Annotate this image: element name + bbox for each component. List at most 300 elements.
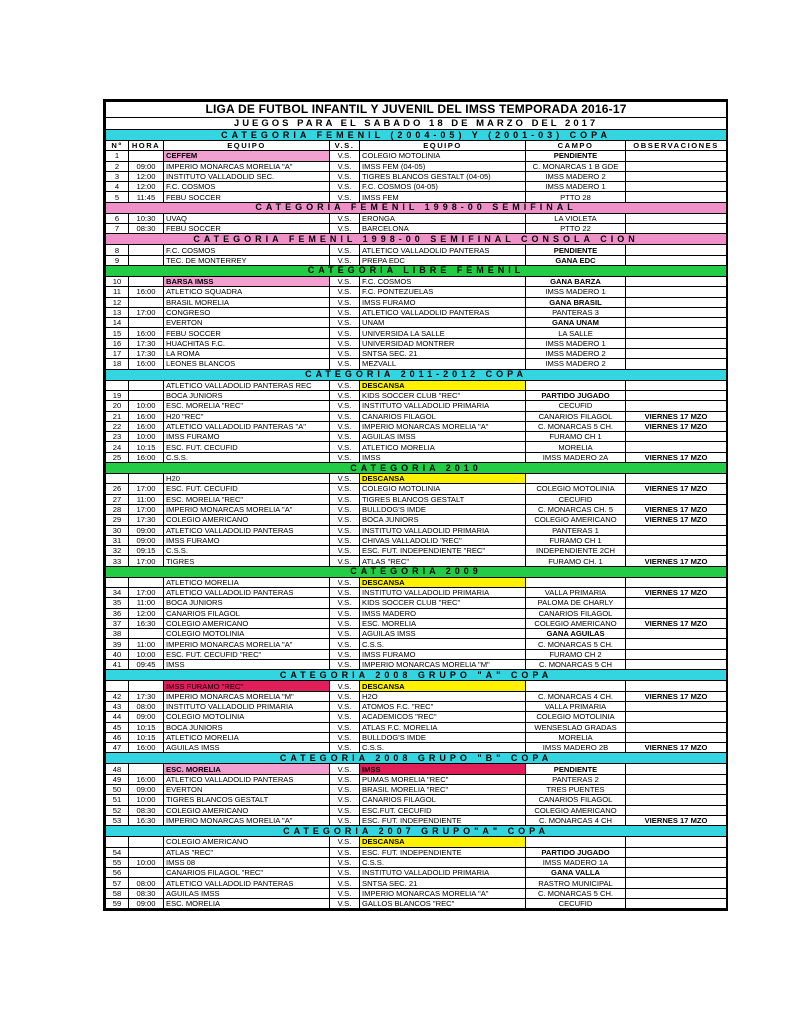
row-number: 52 [106, 805, 129, 815]
row-number: 1 [106, 151, 129, 161]
observations [626, 245, 727, 255]
match-row [106, 546, 727, 556]
observations [626, 712, 727, 722]
away-team: IMSS [360, 452, 526, 462]
match-time: 17:30 [129, 691, 164, 701]
match-time: 10:15 [129, 722, 164, 732]
field-name: LA VIOLETA [526, 213, 626, 223]
home-team: ESC. MORELIA [164, 764, 330, 774]
observations [626, 774, 727, 784]
match-time: 11:00 [129, 494, 164, 504]
away-team: TIGRES BLANCOS GESTALT (04-05) [360, 171, 526, 181]
observations [626, 785, 727, 795]
field-name: COLEGIO MOTOLINIA [526, 712, 626, 722]
match-row [106, 328, 727, 338]
vs-label: V.S. [330, 618, 360, 628]
category-row [106, 369, 727, 380]
observations [626, 474, 727, 484]
observations [626, 701, 727, 711]
match-time [129, 764, 164, 774]
match-row [106, 338, 727, 348]
match-row [106, 349, 727, 359]
match-row [106, 629, 727, 639]
observations: VIERNES 17 MZO [626, 411, 727, 421]
vs-label: V.S. [330, 701, 360, 711]
match-row [106, 213, 727, 223]
match-time: 09:00 [129, 161, 164, 171]
observations: VIERNES 17 MZO [626, 691, 727, 701]
column-header: V.S. [330, 141, 360, 151]
home-team: CANARIOS FILAGOL [164, 608, 330, 618]
vs-label: V.S. [330, 899, 360, 909]
match-time: 12:00 [129, 608, 164, 618]
observations [626, 868, 727, 878]
match-row [106, 878, 727, 888]
vs-label: V.S. [330, 587, 360, 597]
away-team: PUMAS MORELIA "REC" [360, 774, 526, 784]
row-number: 7 [106, 224, 129, 234]
home-team: UVAQ [164, 213, 330, 223]
observations [626, 577, 727, 587]
observations: VIERNES 17 MZO [626, 618, 727, 628]
row-number: 33 [106, 556, 129, 566]
field-name: TRES PUENTES [526, 785, 626, 795]
vs-label: V.S. [330, 535, 360, 545]
match-time: 09:00 [129, 785, 164, 795]
away-team: PREPA EDC [360, 255, 526, 265]
match-row [106, 712, 727, 722]
vs-label: V.S. [330, 577, 360, 587]
vs-label: V.S. [330, 868, 360, 878]
observations: VIERNES 17 MZO [626, 815, 727, 825]
vs-label: V.S. [330, 732, 360, 742]
away-team: CANARIOS FILAGOL [360, 795, 526, 805]
vs-label: V.S. [330, 338, 360, 348]
vs-label: V.S. [330, 649, 360, 659]
match-row [106, 276, 727, 286]
home-team: AGUILAS IMSS [164, 888, 330, 898]
field-name: C. MONARCAS 5 CH [526, 660, 626, 670]
home-team: H20 [164, 474, 330, 484]
home-team: TIGRES [164, 556, 330, 566]
home-team: ATLETICO VALLADOLID PANTERAS [164, 774, 330, 784]
home-team: IMSS FURAMO [164, 535, 330, 545]
observations [626, 182, 727, 192]
away-team: ATLAS "REC" [360, 556, 526, 566]
away-team: ATOMOS F.C. "REC" [360, 701, 526, 711]
away-team: DESCANSA [360, 681, 526, 691]
vs-label: V.S. [330, 380, 360, 390]
column-header: OBSERVACIONES [626, 141, 727, 151]
match-row [106, 681, 727, 691]
row-number [106, 577, 129, 587]
away-team: ESC. FUT. INDEPENDIENTE [360, 847, 526, 857]
match-row [106, 474, 727, 484]
away-team: IMPERIO MONARCAS MORELIA "A" [360, 421, 526, 431]
category-row [106, 826, 727, 837]
vs-label: V.S. [330, 504, 360, 514]
field-name [526, 577, 626, 587]
away-team: COLEGIO MOTOLINIA [360, 151, 526, 161]
match-time [129, 151, 164, 161]
match-time: 16:00 [129, 421, 164, 431]
match-row [106, 192, 727, 202]
match-row [106, 484, 727, 494]
home-team: HUACHITAS F.C. [164, 338, 330, 348]
away-team: BOCA JUNIORS [360, 515, 526, 525]
home-team: FEBU SOCCER [164, 192, 330, 202]
row-number: 47 [106, 743, 129, 753]
observations [626, 432, 727, 442]
row-number: 49 [106, 774, 129, 784]
match-row [106, 255, 727, 265]
observations [626, 359, 727, 369]
vs-label: V.S. [330, 608, 360, 618]
field-name: IMSS MADERO 2B [526, 743, 626, 753]
home-team: IMPERIO MONARCAS MORELIA "M" [164, 691, 330, 701]
match-row [106, 743, 727, 753]
row-number: 59 [106, 899, 129, 909]
field-name: PTTO 28 [526, 192, 626, 202]
observations [626, 857, 727, 867]
home-team: C.S.S. [164, 452, 330, 462]
observations [626, 649, 727, 659]
away-team: ACADEMICOS "REC" [360, 712, 526, 722]
away-team: IMSS MADERO [360, 608, 526, 618]
away-team: UNIVERSIDA LA SALLE [360, 328, 526, 338]
away-team: IMSS [360, 764, 526, 774]
home-team: BOCA JUNIORS [164, 390, 330, 400]
field-name: PALOMA DE CHARLY [526, 598, 626, 608]
observations [626, 171, 727, 181]
vs-label: V.S. [330, 546, 360, 556]
row-number: 50 [106, 785, 129, 795]
column-header: Nº [106, 141, 129, 151]
field-name: PENDIENTE [526, 151, 626, 161]
row-number: 44 [106, 712, 129, 722]
match-time: 16:00 [129, 359, 164, 369]
away-team: IMSS FURAMO [360, 649, 526, 659]
match-row [106, 287, 727, 297]
match-time: 17:00 [129, 307, 164, 317]
match-row [106, 442, 727, 452]
field-name: FURAMO CH. 1 [526, 556, 626, 566]
field-name: PENDIENTE [526, 764, 626, 774]
observations [626, 878, 727, 888]
vs-label: V.S. [330, 847, 360, 857]
row-number: 12 [106, 297, 129, 307]
match-row [106, 432, 727, 442]
category-row [106, 265, 727, 276]
field-name: INDEPENDIENTE 2CH [526, 546, 626, 556]
field-name: CANARIOS FILAGOL [526, 608, 626, 618]
field-name: PANTERAS 2 [526, 774, 626, 784]
vs-label: V.S. [330, 629, 360, 639]
vs-label: V.S. [330, 785, 360, 795]
observations [626, 287, 727, 297]
field-name: COLEGIO AMERICANO [526, 515, 626, 525]
match-row [106, 660, 727, 670]
match-time: 08:30 [129, 224, 164, 234]
match-time: 17:00 [129, 556, 164, 566]
away-team: ERONGA [360, 213, 526, 223]
observations [626, 328, 727, 338]
match-row [106, 556, 727, 566]
title-row [106, 102, 727, 118]
home-team: TIGRES BLANCOS GESTALT [164, 795, 330, 805]
away-team: KIDS SOCCER CLUB "REC" [360, 390, 526, 400]
observations [626, 598, 727, 608]
match-row [106, 691, 727, 701]
field-name [526, 681, 626, 691]
vs-label: V.S. [330, 390, 360, 400]
row-number: 58 [106, 888, 129, 898]
row-number: 34 [106, 587, 129, 597]
match-row [106, 297, 727, 307]
vs-label: V.S. [330, 815, 360, 825]
vs-label: V.S. [330, 681, 360, 691]
field-name: CANARIOS FILAGOL [526, 795, 626, 805]
row-number: 26 [106, 484, 129, 494]
observations [626, 660, 727, 670]
home-team: H20 "REC" [164, 411, 330, 421]
vs-label: V.S. [330, 359, 360, 369]
home-team: F.C. COSMOS [164, 245, 330, 255]
match-time [129, 380, 164, 390]
field-name: CANARIOS FILAGOL [526, 411, 626, 421]
category-title: CATEGORIA 2007 GRUPO"A" COPA [106, 826, 727, 837]
match-time: 16:00 [129, 774, 164, 784]
field-name: FURAMO CH 1 [526, 432, 626, 442]
match-time [129, 255, 164, 265]
match-time: 17:30 [129, 338, 164, 348]
row-number: 30 [106, 525, 129, 535]
away-team: KIDS SOCCER CLUB "REC" [360, 598, 526, 608]
vs-label: V.S. [330, 432, 360, 442]
field-name: C. MONARCAS 1 B GDE [526, 161, 626, 171]
vs-label: V.S. [330, 297, 360, 307]
home-team: BOCA JUNIORS [164, 598, 330, 608]
home-team: IMSS FURAMO [164, 432, 330, 442]
observations [626, 213, 727, 223]
vs-label: V.S. [330, 660, 360, 670]
match-row [106, 888, 727, 898]
row-number: 21 [106, 411, 129, 421]
match-row [106, 598, 727, 608]
away-team: BARCELONA [360, 224, 526, 234]
match-row [106, 452, 727, 462]
home-team: ESC. FUT. CECUFID [164, 484, 330, 494]
match-time: 17:30 [129, 515, 164, 525]
home-team: LA ROMA [164, 349, 330, 359]
away-team: SNTSA SEC. 21 [360, 349, 526, 359]
row-number: 25 [106, 452, 129, 462]
away-team: UNIVERSIDAD MONTRER [360, 338, 526, 348]
schedule-table [105, 101, 727, 909]
away-team: F.C. COSMOS (04-05) [360, 182, 526, 192]
category-row [106, 753, 727, 764]
match-time: 10:00 [129, 401, 164, 411]
observations [626, 307, 727, 317]
away-team: F.C. COSMOS [360, 276, 526, 286]
observations: VIERNES 17 MZO [626, 556, 727, 566]
away-team: AGUILAS IMSS [360, 629, 526, 639]
match-time [129, 276, 164, 286]
observations: VIERNES 17 MZO [626, 587, 727, 597]
field-name: PANTERAS 3 [526, 307, 626, 317]
field-name: CECUFID [526, 899, 626, 909]
match-time: 10:00 [129, 857, 164, 867]
row-number: 5 [106, 192, 129, 202]
observations [626, 161, 727, 171]
away-team: AGUILAS IMSS [360, 432, 526, 442]
match-row [106, 857, 727, 867]
match-time: 17:00 [129, 587, 164, 597]
match-row [106, 171, 727, 181]
home-team: IMSS [164, 660, 330, 670]
observations [626, 805, 727, 815]
home-team: BRASIL MORELIA [164, 297, 330, 307]
match-time: 16:00 [129, 743, 164, 753]
match-row [106, 815, 727, 825]
row-number: 39 [106, 639, 129, 649]
vs-label: V.S. [330, 452, 360, 462]
match-time [129, 868, 164, 878]
match-row [106, 182, 727, 192]
vs-label: V.S. [330, 171, 360, 181]
field-name: GANA BRASIL [526, 297, 626, 307]
field-name: COLEGIO MOTOLINIA [526, 484, 626, 494]
home-team: ESC. FUT. CECUFID "REC" [164, 649, 330, 659]
home-team: EVERTON [164, 785, 330, 795]
vs-label: V.S. [330, 307, 360, 317]
vs-label: V.S. [330, 328, 360, 338]
category-title: CATEGORIA 2008 GRUPO "B" COPA [106, 753, 727, 764]
row-number: 31 [106, 535, 129, 545]
home-team: COLEGIO AMERICANO [164, 805, 330, 815]
away-team: INSTITUTO VALLADOLID PRIMARIA [360, 868, 526, 878]
away-team: ATLETICO VALLADOLID PANTERAS [360, 307, 526, 317]
home-team: F.C. COSMOS [164, 182, 330, 192]
home-team: ESC. MORELIA "REC" [164, 401, 330, 411]
field-name [526, 474, 626, 484]
observations [626, 494, 727, 504]
vs-label: V.S. [330, 857, 360, 867]
row-number: 35 [106, 598, 129, 608]
row-number: 56 [106, 868, 129, 878]
match-row [106, 494, 727, 504]
observations [626, 546, 727, 556]
row-number: 45 [106, 722, 129, 732]
row-number: 11 [106, 287, 129, 297]
vs-label: V.S. [330, 151, 360, 161]
away-team: SNTSA SEC. 21 [360, 878, 526, 888]
vs-label: V.S. [330, 764, 360, 774]
observations [626, 349, 727, 359]
row-number: 28 [106, 504, 129, 514]
home-team: C.S.S. [164, 546, 330, 556]
match-time: 11:45 [129, 192, 164, 202]
field-name: IMSS MADERO 1 [526, 287, 626, 297]
field-name: PTTO 22 [526, 224, 626, 234]
category-title: CATEGORIA 2009 [106, 566, 727, 577]
home-team: COLEGIO MOTOLINIA [164, 712, 330, 722]
row-number: 46 [106, 732, 129, 742]
home-team: IMSS 08 [164, 857, 330, 867]
home-team: AGUILAS IMSS [164, 743, 330, 753]
row-number: 32 [106, 546, 129, 556]
row-number: 13 [106, 307, 129, 317]
field-name: PENDIENTE [526, 245, 626, 255]
sheet-subtitle: JUEGOS PARA EL SABADO 18 DE MARZO DEL 2017 [106, 118, 727, 130]
category-row [106, 670, 727, 681]
field-name [526, 380, 626, 390]
field-name: GANA AGUILAS [526, 629, 626, 639]
row-number: 15 [106, 328, 129, 338]
field-name: IMSS MADERO 1 [526, 338, 626, 348]
category-title: CATEGORIA 2008 GRUPO "A" COPA [106, 670, 727, 681]
away-team: CHIVAS VALLADOLID "REC" [360, 535, 526, 545]
observations [626, 338, 727, 348]
away-team: DESCANSA [360, 380, 526, 390]
field-name: GANA VALLA [526, 868, 626, 878]
match-time [129, 847, 164, 857]
row-number: 29 [106, 515, 129, 525]
field-name: IMSS MADERO 1A [526, 857, 626, 867]
match-row [106, 421, 727, 431]
vs-label: V.S. [330, 421, 360, 431]
field-name: MORELIA [526, 442, 626, 452]
home-team: COLEGIO AMERICANO [164, 515, 330, 525]
observations [626, 764, 727, 774]
away-team: ESC. FUT. INDEPENDIENTE [360, 815, 526, 825]
match-time: 08:30 [129, 805, 164, 815]
observations [626, 837, 727, 847]
away-team: BRASIL MORELIA "REC" [360, 785, 526, 795]
match-time [129, 297, 164, 307]
match-time: 09:00 [129, 899, 164, 909]
observations [626, 151, 727, 161]
row-number: 37 [106, 618, 129, 628]
match-time: 16:00 [129, 287, 164, 297]
observations: VIERNES 17 MZO [626, 515, 727, 525]
observations [626, 318, 727, 328]
vs-label: V.S. [330, 805, 360, 815]
vs-label: V.S. [330, 691, 360, 701]
away-team: IMSS FURAMO [360, 297, 526, 307]
match-row [106, 785, 727, 795]
match-time: 08:00 [129, 878, 164, 888]
away-team: C.S.S. [360, 743, 526, 753]
home-team: ATLAS "REC" [164, 847, 330, 857]
vs-label: V.S. [330, 224, 360, 234]
home-team: ATLETICO VALLADOLID PANTERAS [164, 587, 330, 597]
vs-label: V.S. [330, 774, 360, 784]
match-time: 17:30 [129, 349, 164, 359]
away-team: INSTITUTO VALLADOLID PRIMARIA [360, 587, 526, 597]
match-row [106, 318, 727, 328]
category-title: CATEGORIA FEMENIL 1998-00 SEMIFINAL [106, 202, 727, 213]
row-number: 18 [106, 359, 129, 369]
home-team: INSTITUTO VALLADOLID SEC. [164, 171, 330, 181]
row-number [106, 380, 129, 390]
home-team: IMPERIO MONARCAS MORELIA "A" [164, 161, 330, 171]
match-time: 10:00 [129, 432, 164, 442]
field-name: GANA BARZA [526, 276, 626, 286]
match-time [129, 474, 164, 484]
match-row [106, 587, 727, 597]
match-time [129, 681, 164, 691]
